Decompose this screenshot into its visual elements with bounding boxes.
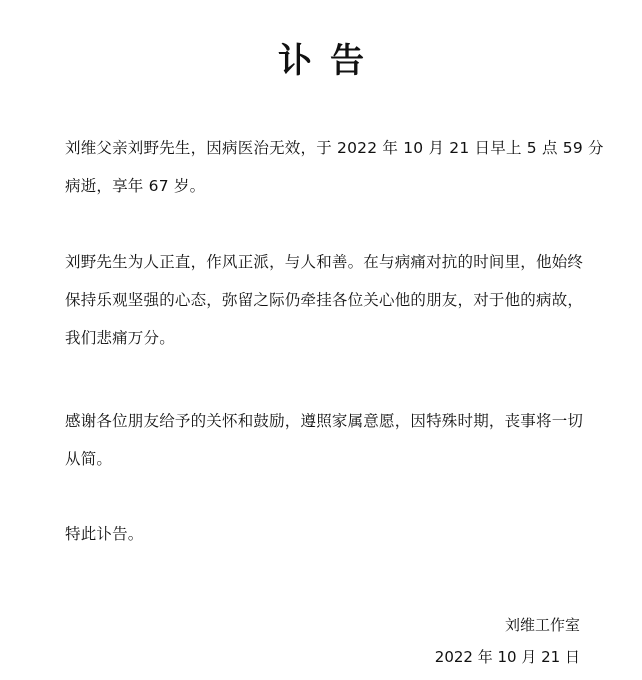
signature-organization: 刘维工作室 — [504, 616, 580, 634]
paragraph-line: 刘维父亲刘野先生，因病医治无效，于 2022 年 10 月 21 日早上 5 点 59 分 — [65, 139, 604, 157]
paragraph-tribute — [65, 243, 585, 357]
paragraph-line: 保持乐观坚强的心态，弥留之际仍牵挂各位关心他的朋友，对于他的病故， — [65, 291, 584, 309]
paragraph-line: 刘野先生为人正直，作风正派，与人和善。在与病痛对抗的时间里，他始终 — [65, 253, 584, 271]
signature-date: 2022 年 10 月 21 日 — [434, 648, 580, 666]
page-title: 讣告 — [278, 41, 382, 81]
paragraph-closing — [65, 515, 585, 553]
paragraph-line: 特此讣告。 — [65, 525, 144, 543]
paragraph-line: 病逝，享年 67 岁。 — [65, 177, 206, 195]
paragraph-thanks — [65, 402, 585, 478]
paragraph-line: 我们悲痛万分。 — [65, 329, 175, 347]
paragraph-announcement — [65, 129, 604, 205]
paragraph-line: 感谢各位朋友给予的关怀和鼓励，遵照家属意愿，因特殊时期，丧事将一切 — [65, 412, 584, 430]
paragraph-line: 从简。 — [65, 450, 113, 468]
